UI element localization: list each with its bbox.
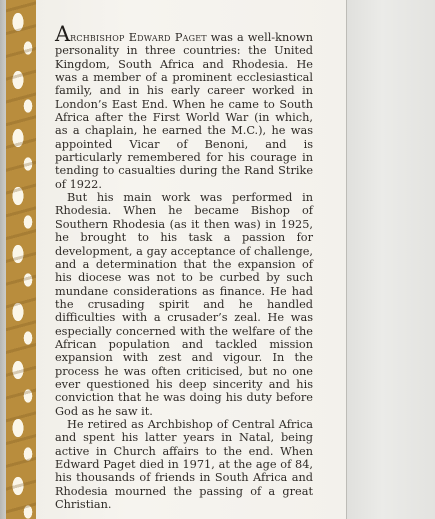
paragraph-1 bbox=[55, 22, 313, 191]
page-bottom-margin bbox=[36, 495, 346, 519]
lead-name: rchbishop Edward Paget bbox=[70, 31, 207, 44]
ribbon-pattern bbox=[6, 0, 36, 519]
paragraph-2: But his main work was performed in Rhodesia. When he became Bishop of Southern Rhodesia (as it then was) in 1925, he brought to his task a passion for development, a gay acceptance of challenge, and a determination that the expansion of his diocese was not to be curbed by such mundane considerations as finance. He had the crusading spirit and he handled difficulties with a crusader’s zeal. He was especially concerned with the welfare of the African population and tackled mission expansion with zest and vigour. In the process he was often criticised, but no one ever questioned his deep sincerity and his conviction that he was doing his duty before God as he saw it. bbox=[55, 191, 313, 418]
paragraph-1-text: was a well-known personality in three countries: the United Kingdom, South Africa and Rhodesia. He was a member of a prominent ecclesiastical family, and in his early career worked in London’s East End. When he came to South Africa after the First World War (in which, as a chaplain, he earned the M.C.), he was appointed Vicar of Benoni, and is particularly remembered for his courage in tending to casualties during the Rand Strike of 1922. bbox=[55, 31, 313, 191]
drop-cap: A bbox=[55, 22, 71, 46]
paragraph-3: He retired as Archbishop of Central Africa and spent his latter years in Natal, being active in Church affairs to the end. When Edward Paget died in 1971, at the age of 84, his thousands of friends in South Africa and Rhodesia mourned the passing of a great Christian. bbox=[55, 417, 313, 512]
article-body bbox=[55, 22, 313, 512]
adjacent-page bbox=[347, 0, 435, 519]
